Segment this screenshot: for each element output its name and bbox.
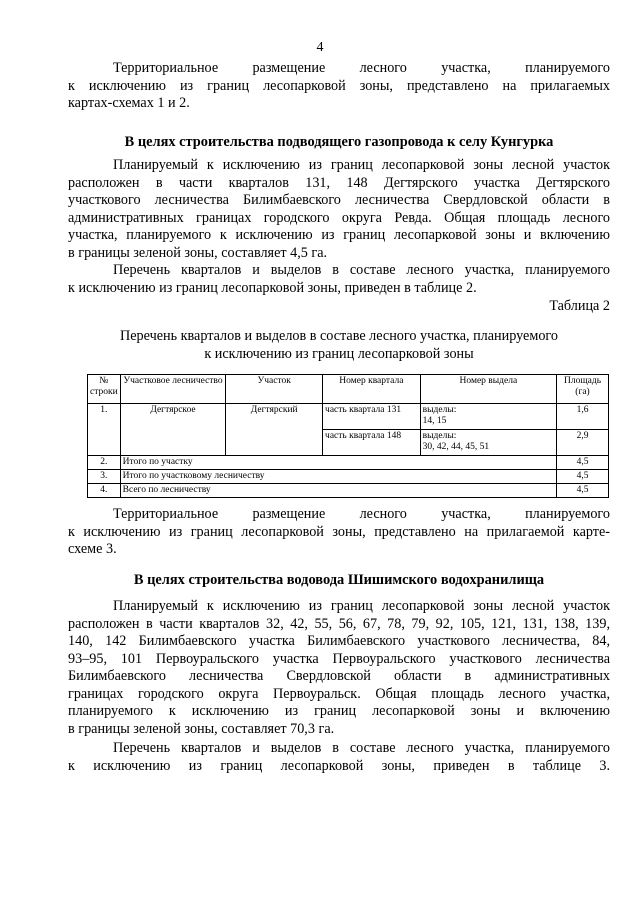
table-title-line: Перечень кварталов и выделов в составе лесного участка, планируемого xyxy=(120,328,558,344)
header-district: Участковое лесничество xyxy=(120,375,226,404)
cell-row-number: 1. xyxy=(88,404,121,456)
paragraph-line: Перечень кварталов и выделов в составе лесного участка, планируемого xyxy=(113,740,610,756)
cell-section: Дегтярский xyxy=(226,404,323,456)
cell-total-label: Итого по участковому лесничеству xyxy=(120,470,556,484)
header-allotment: Номер выдела xyxy=(420,375,556,404)
table-title-line: к исключению из границ лесопарковой зоны xyxy=(204,346,474,362)
cell-area: 4,5 xyxy=(557,456,609,470)
paragraph-line: Билимбаевского лесничества Свердловской области в административных xyxy=(68,668,610,684)
table-title xyxy=(68,327,610,363)
paragraph-line: в границы зеленой зоны, составляет 70,3 га. xyxy=(68,720,335,737)
header-quarter: Номер квартала xyxy=(323,375,421,404)
paragraph-line: планируемого к исключению из границ лесопарковой зоны и включению xyxy=(68,703,610,719)
allotments-table xyxy=(87,374,609,498)
paragraph-line: к исключению из границ лесопарковой зоны, приведен в таблице 2. xyxy=(68,279,477,296)
cell-allotment xyxy=(420,430,556,456)
paragraph-line: участка, планируемого к исключению из границ лесопарковой зоны и включению xyxy=(68,227,610,243)
table-total-row xyxy=(88,456,609,470)
paragraph-line: Территориальное размещение лесного участка, планируемого xyxy=(113,60,610,76)
paragraph-5 xyxy=(68,598,610,738)
section-heading-gas-pipeline: В целях строительства подводящего газопровода к селу Кунгурка xyxy=(124,134,554,150)
paragraph-line: административных границах городского округа Ревда. Общая площадь лесного xyxy=(68,209,610,226)
cell-district: Дегтярское xyxy=(120,404,226,456)
allotment-values: 30, 42, 44, 45, 51 xyxy=(422,442,490,452)
paragraph-line: участкового лесничества Билимбаевского лесничества Свердловской области в xyxy=(68,192,610,208)
table-header-row xyxy=(88,375,609,404)
paragraph-line: в границы зеленой зоны, составляет 4,5 га. xyxy=(68,244,328,261)
paragraph-3 xyxy=(68,262,610,297)
paragraph-line: 140, 142 Билимбаевского участка Билимбаевского участкового лесничества, 84, xyxy=(68,633,610,649)
paragraph-line: картах-схемах 1 и 2. xyxy=(68,95,190,111)
cell-area: 4,5 xyxy=(557,470,609,484)
cell-total-label: Всего по лесничеству xyxy=(120,484,556,498)
paragraph-line: к исключению из границ лесопарковой зоны, представлено на прилагаемой карте- xyxy=(68,523,610,540)
page-number: 4 xyxy=(316,40,324,55)
paragraph-line: Перечень кварталов и выделов в составе лесного участка, планируемого xyxy=(113,262,610,278)
table-row xyxy=(88,404,609,430)
cell-quarter: часть квартала 148 xyxy=(323,430,421,456)
paragraph-line: Территориальное размещение лесного участка, планируемого xyxy=(113,506,610,522)
paragraph-line: Планируемый к исключению из границ лесопарковой зоны лесной участок xyxy=(113,157,610,173)
cell-area: 2,9 xyxy=(557,430,609,456)
allotment-values: 14, 15 xyxy=(422,416,447,426)
paragraph-2 xyxy=(68,157,610,262)
table-label: Таблица 2 xyxy=(549,298,610,314)
paragraph-1 xyxy=(68,60,610,113)
paragraph-line: расположен в части кварталов 131, 148 Дегтярского участка Дегтярского xyxy=(68,174,610,191)
cell-row-number: 3. xyxy=(88,470,121,484)
cell-row-number: 2. xyxy=(88,456,121,470)
cell-quarter: часть квартала 131 xyxy=(323,404,421,430)
paragraph-4 xyxy=(68,506,610,559)
header-section: Участок xyxy=(226,375,323,404)
allotment-label: выделы: xyxy=(422,431,457,441)
cell-row-number: 4. xyxy=(88,484,121,498)
cell-area: 4,5 xyxy=(557,484,609,498)
cell-total-label: Итого по участку xyxy=(120,456,556,470)
paragraph-line: Планируемый к исключению из границ лесопарковой зоны лесной участок xyxy=(113,598,610,614)
paragraph-line: расположен в части кварталов 32, 42, 55, 56, 67, 78, 79, 92, 105, 121, 131, 138, 139, xyxy=(68,615,610,632)
cell-area: 1,6 xyxy=(557,404,609,430)
table-total-row xyxy=(88,470,609,484)
section-heading-water-pipeline: В целях строительства водовода Шишимского водохранилища xyxy=(133,572,545,588)
paragraph-line: границах городского округа Первоуральск. Общая площадь лесного участка, xyxy=(68,685,610,702)
paragraph-line: 93–95, 101 Первоуральского участка Первоуральского участкового лесничества xyxy=(68,650,610,667)
table-total-row xyxy=(88,484,609,498)
paragraph-line: схеме 3. xyxy=(68,541,117,557)
paragraph-6 xyxy=(68,740,610,775)
cell-allotment xyxy=(420,404,556,430)
paragraph-line: к исключению из границ лесопарковой зоны, приведен в таблице 3. xyxy=(68,757,610,774)
header-row-number: № строки xyxy=(88,375,121,404)
header-area: Площадь (га) xyxy=(557,375,609,404)
allotment-label: выделы: xyxy=(422,405,457,415)
paragraph-line: к исключению из границ лесопарковой зоны, представлено на прилагаемых xyxy=(68,77,610,94)
